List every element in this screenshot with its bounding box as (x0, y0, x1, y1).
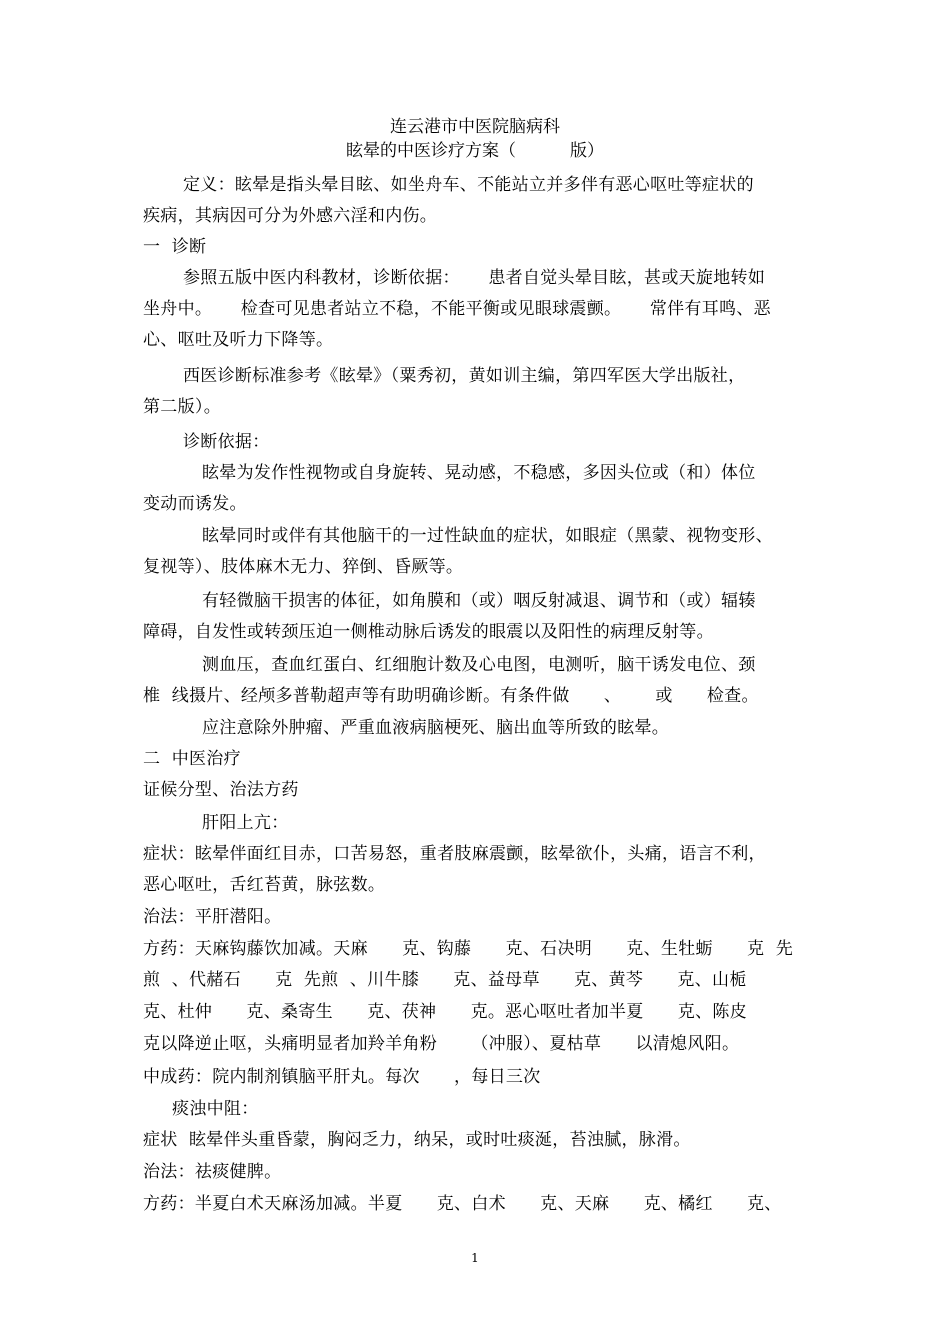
liver-yang-patent-medicine: 中成药：院内制剂镇脑平肝丸。每次 ，每日三次 (143, 1067, 541, 1087)
phlegm-prescription-line-1: 方药：半夏白术天麻汤加减。半夏 克、白术 克、天麻 克、橘红 克、 (143, 1194, 782, 1214)
liver-yang-symptoms-line-1: 症状：眩晕伴面红目赤，口苦易怒，重者肢麻震颤，眩晕欲仆，头痛，语言不利， (143, 844, 766, 864)
definition-line-2: 疾病，其病因可分为外感六淫和内伤。 (143, 206, 438, 226)
criterion-1-line-1: 眩晕为发作性视物或自身旋转、晃动感，不稳感，多因头位或（和）体位 (202, 463, 756, 483)
phlegm-symptoms: 症状 眩晕伴头重昏蒙，胸闷乏力，纳呆，或时吐痰涎，苔浊腻，脉滑。 (143, 1130, 691, 1150)
syndrome-heading: 证候分型、治法方药 (143, 780, 299, 800)
liver-yang-prescription-line-4: 克以降逆止呕，头痛明显者加羚羊角粉 （冲服）、夏枯草 以清熄风阳。 (143, 1034, 740, 1054)
diagnosis-line-3: 心、呕吐及听力下降等。 (143, 330, 334, 350)
section-heading-treatment: 二 中医治疗 (143, 749, 241, 769)
criterion-4-line-2: 椎 线摄片、经颅多普勒超声等有助明确诊断。有条件做 、 或 检查。 (143, 686, 759, 706)
liver-yang-prescription-line-1: 方药：天麻钩藤饮加减。天麻 克、钩藤 克、石决明 克、生牡蛎 克 先 (143, 939, 793, 959)
liver-yang-method: 治法：平肝潜阳。 (143, 907, 282, 927)
western-criteria-line-1: 西医诊断标准参考《眩晕》（粟秀初，黄如训主编，第四军医大学出版社， (183, 366, 746, 386)
liver-yang-prescription-line-2: 煎 、代赭石 克 先煎 、川牛膝 克、益母草 克、黄芩 克、山栀 (143, 970, 747, 990)
criterion-2-line-2: 复视等）、肢体麻木无力、猝倒、昏厥等。 (143, 557, 464, 577)
criterion-2-line-1: 眩晕同时或伴有其他脑干的一过性缺血的症状，如眼症（黑蒙、视物变形、 (202, 526, 773, 546)
phlegm-method: 治法：祛痰健脾。 (143, 1162, 282, 1182)
criterion-3-line-2: 障碍，自发性或转颈压迫一侧椎动脉后诱发的眼震以及阳性的病理反射等。 (143, 622, 714, 642)
criterion-1-line-2: 变动而诱发。 (143, 494, 247, 514)
western-criteria-line-2: 第二版）。 (143, 397, 221, 417)
hospital-title: 连云港市中医院脑病科 (390, 117, 560, 137)
syndrome-liver-yang-heading: 肝阳上亢： (202, 813, 289, 833)
syndrome-phlegm-heading: 痰浊中阻： (172, 1099, 259, 1119)
diagnosis-line-2: 坐舟中。 检查可见患者站立不稳，不能平衡或见眼球震颤。 常伴有耳鸣、恶 (143, 299, 771, 319)
criterion-4-line-1: 测血压，查血红蛋白、红细胞计数及心电图，电测听，脑干诱发电位、颈 (202, 655, 756, 675)
liver-yang-prescription-line-3: 克、杜仲 克、桑寄生 克、茯神 克。恶心呕吐者加半夏 克、陈皮 (143, 1002, 747, 1022)
liver-yang-symptoms-line-2: 恶心呕吐，舌红苔黄，脉弦数。 (143, 875, 386, 895)
criterion-3-line-1: 有轻微脑干损害的体征，如角膜和（或）咽反射减退、调节和（或）辐辏 (202, 591, 756, 611)
page-number: 1 (471, 1251, 479, 1265)
protocol-title: 眩晕的中医诊疗方案（ 版） (345, 141, 605, 161)
diagnosis-line-1: 参照五版中医内科教材，诊断依据： 患者自觉头晕目眩，甚或天旋地转如 (183, 268, 766, 288)
definition-line-1: 定义：眩晕是指头晕目眩、如坐舟车、不能站立并多伴有恶心呕吐等症状的 (183, 175, 754, 195)
diagnosis-basis-heading: 诊断依据： (183, 432, 270, 452)
criterion-5-line-1: 应注意除外肿瘤、严重血液病脑梗死、脑出血等所致的眩晕。 (202, 718, 670, 738)
section-heading-diagnosis: 一 诊断 (143, 237, 207, 257)
